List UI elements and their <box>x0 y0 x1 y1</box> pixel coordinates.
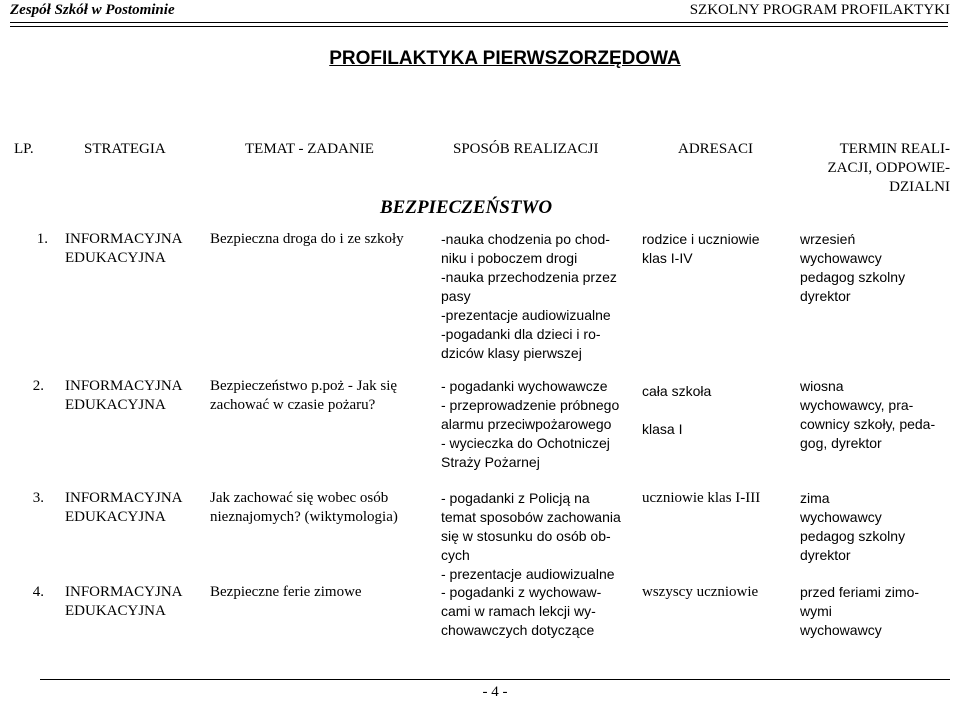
col-header-sposob: SPOSÓB REALIZACJI <box>453 141 599 157</box>
termin-line: gog, dyrektor <box>800 435 882 451</box>
strategia-line: INFORMACYJNA <box>65 490 183 506</box>
termin-line: wychowawcy <box>800 250 882 266</box>
row-temat <box>210 489 398 527</box>
row-strategia <box>65 230 183 268</box>
row-adresaci <box>642 230 760 268</box>
termin-line: zima <box>800 490 830 506</box>
strategia-line: INFORMACYJNA <box>65 231 183 247</box>
sposob-line: - pogadanki z wychowaw- <box>441 584 602 600</box>
row-temat <box>210 377 397 415</box>
col-header-termin <box>792 140 950 197</box>
sposob-line: - przeprowadzenie próbnego <box>441 397 620 413</box>
sposob-line: -nauka chodzenia po chod- <box>441 231 610 247</box>
col-header-termin-line: DZIALNI <box>889 179 950 195</box>
header-rule <box>10 22 948 23</box>
col-header-lp: LP. <box>14 141 34 157</box>
sposob-line: - pogadanki z Policją na <box>441 490 590 506</box>
row-number: 2. <box>32 378 44 394</box>
sposob-line: pasy <box>441 288 471 304</box>
footer-rule <box>40 679 950 680</box>
row-termin <box>800 489 905 565</box>
sposob-line: alarmu przeciwpożarowego <box>441 416 612 432</box>
sposob-line: -nauka przechodzenia przez <box>441 269 617 285</box>
adresaci-line: klas I-IV <box>642 250 693 266</box>
col-header-termin-line: ZACJI, ODPOWIE- <box>827 160 950 176</box>
row-temat <box>210 583 362 602</box>
sposob-line: - prezentacje audiowizualne <box>441 566 615 582</box>
row-adresaci <box>642 377 711 443</box>
row-strategia <box>65 489 183 527</box>
col-header-adresaci: ADRESACI <box>678 141 754 157</box>
termin-line: wiosna <box>800 378 844 394</box>
row-sposob <box>441 489 621 584</box>
strategia-line: EDUKACYJNA <box>65 397 166 413</box>
strategia-line: INFORMACYJNA <box>65 378 183 394</box>
row-sposob <box>441 583 601 640</box>
adresaci-line: rodzice i uczniowie <box>642 231 760 247</box>
adresaci-line: wszyscy uczniowie <box>642 584 759 600</box>
strategia-line: EDUKACYJNA <box>65 250 166 266</box>
col-header-termin-line: TERMIN REALI- <box>839 141 950 157</box>
row-sposob <box>441 377 619 472</box>
sposob-line: Straży Pożarnej <box>441 454 540 470</box>
header-rule-thin <box>10 26 948 27</box>
row-sposob <box>441 230 617 363</box>
termin-line: wychowawcy <box>800 622 882 638</box>
row-termin <box>800 230 905 306</box>
sposob-line: cami w ramach lekcji wy- <box>441 603 596 619</box>
sposob-line: dziców klasy pierwszej <box>441 345 582 361</box>
termin-line: cownicy szkoły, peda- <box>800 416 936 432</box>
termin-line: wymi <box>800 603 832 619</box>
row-adresaci <box>642 489 760 508</box>
sposob-line: temat sposobów zachowania <box>441 509 621 525</box>
temat-line: Bezpieczna droga do i ze szkoły <box>210 231 404 247</box>
adresaci-line: uczniowie klas I-III <box>642 490 761 506</box>
sposob-line: - wycieczka do Ochotniczej <box>441 435 610 451</box>
strategia-line: EDUKACYJNA <box>65 603 166 619</box>
temat-line: zachować w czasie pożaru? <box>210 397 376 413</box>
row-strategia <box>65 377 183 415</box>
termin-line: pedagog szkolny <box>800 269 906 285</box>
section-title: BEZPIECZEŃSTWO <box>380 197 553 218</box>
temat-line: Bezpieczne ferie zimowe <box>210 584 362 600</box>
col-header-strategia: STRATEGIA <box>84 141 166 157</box>
sposob-line: cych <box>441 547 470 563</box>
sposob-line: - pogadanki wychowawcze <box>441 378 608 394</box>
termin-line: wychowawcy, pra- <box>800 397 914 413</box>
col-header-temat: TEMAT - ZADANIE <box>245 141 374 157</box>
sposob-line: niku i poboczem drogi <box>441 250 578 266</box>
sposob-line: się w stosunku do osób ob- <box>441 528 611 544</box>
termin-line: przed feriami zimo- <box>800 584 920 600</box>
row-number: 1. <box>36 231 48 247</box>
sposob-line: chowawczych dotyczące <box>441 622 595 638</box>
sposob-line: -prezentacje audiowizualne <box>441 307 611 323</box>
row-termin <box>800 583 919 640</box>
temat-line: Jak zachować się wobec osób <box>210 490 389 506</box>
termin-line: wrzesień <box>800 231 856 247</box>
row-strategia <box>65 583 183 621</box>
adresaci-line: klasa I <box>642 421 683 437</box>
page-title: PROFILAKTYKA PIERWSZORZĘDOWA <box>329 48 681 69</box>
termin-line: pedagog szkolny <box>800 528 906 544</box>
header-school-name: Zespół Szkół w Postominie <box>10 2 175 18</box>
strategia-line: EDUKACYJNA <box>65 509 166 525</box>
row-number: 3. <box>32 490 44 506</box>
row-temat <box>210 230 404 249</box>
row-termin <box>800 377 935 453</box>
header-program-name: SZKOLNY PROGRAM PROFILAKTYKI <box>689 2 950 18</box>
sposob-line: -pogadanki dla dzieci i ro- <box>441 326 601 342</box>
adresaci-line: cała szkoła <box>642 383 712 399</box>
row-adresaci <box>642 583 758 602</box>
row-number: 4. <box>32 584 44 600</box>
temat-line: nieznajomych? (wiktymologia) <box>210 509 398 525</box>
termin-line: wychowawcy <box>800 509 882 525</box>
termin-line: dyrektor <box>800 288 851 304</box>
temat-line: Bezpieczeństwo p.poż - Jak się <box>210 378 398 394</box>
termin-line: dyrektor <box>800 547 851 563</box>
strategia-line: INFORMACYJNA <box>65 584 183 600</box>
page-number: - 4 - <box>482 684 508 700</box>
